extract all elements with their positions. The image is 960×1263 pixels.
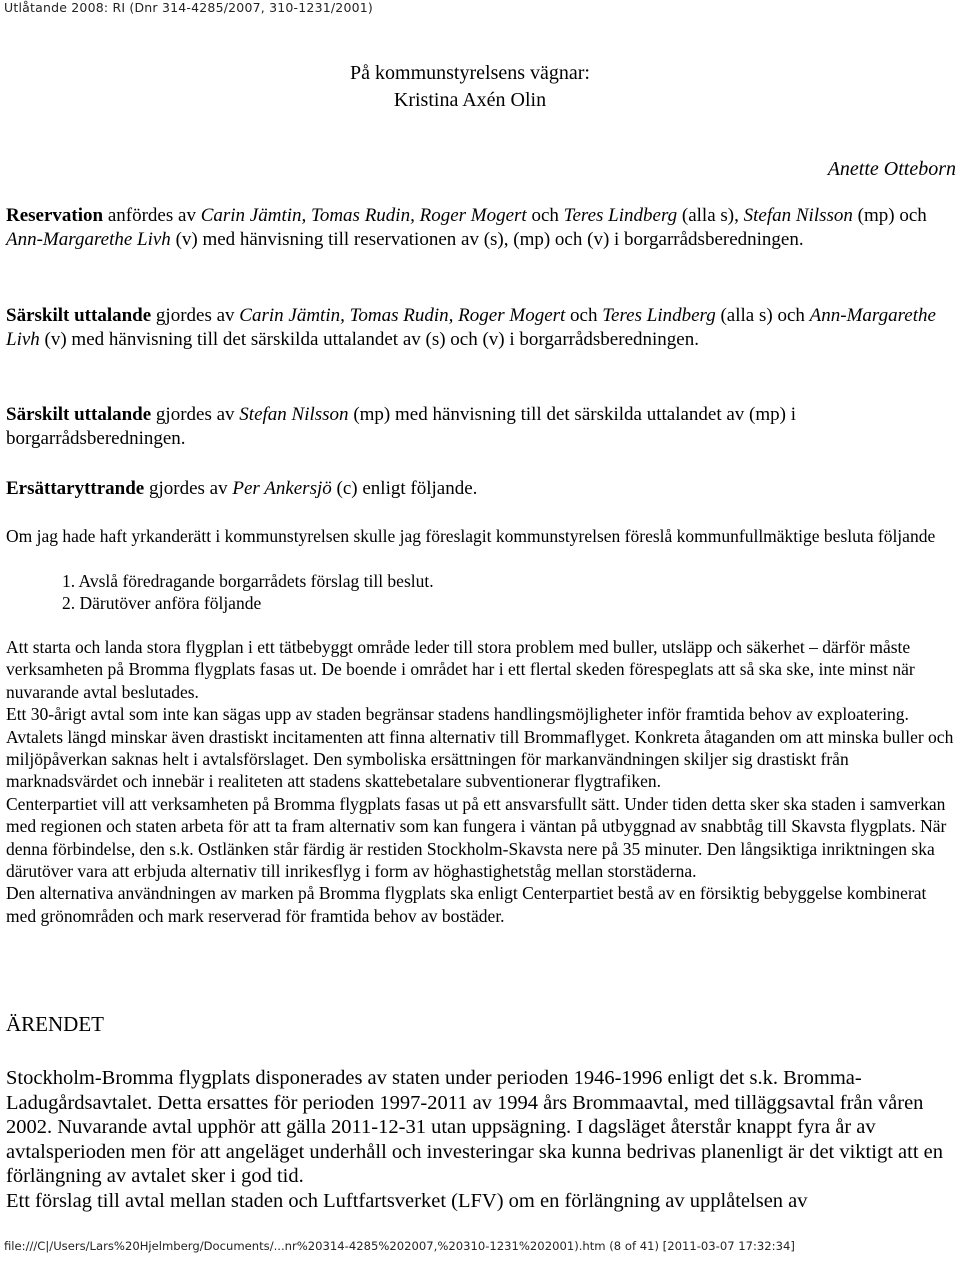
file-path-footer: file:///C|/Users/Lars%20Hjelmberg/Documents/...nr%20314-4285%202007,%20310-1231%202001).htm (8 of 41) [2011-03-07 17:32:34] [4,1239,795,1253]
list-item: 2. Därutöver anföra följande [62,593,262,614]
text: (alla s) och [715,305,810,326]
matter-paragraph: Stockholm-Bromma flygplats disponerades av staten under perioden 1946-1996 enligt det s.k. Bromma-Ladugårdsavtalet. Detta ersattes för perioden 1997-2011 av 1994 års Brommaavtal, med tilläggsavtal från våren 2002. Nuvarande avtal upphör att gälla 2011-12-31 utan uppsägning. I dagsläget återstår knappt fyra år av avtalsperioden men för att angeläget underhåll och investeringar ska kunna bedrivas planenligt är det viktigt att en förlängning av avtalet sker i god tid. [6,1067,943,1188]
text: gjordes av [151,305,240,326]
reservation-paragraph [6,204,954,252]
names: Ann-Margarethe Livh [6,229,171,250]
text: anfördes av [103,205,201,226]
matter-section [6,1066,954,1214]
text: (alla s), [677,205,744,226]
text: gjordes av [151,404,240,425]
signature-block [0,60,940,114]
text: (mp) med hänvisning till det särskilda uttalandet av (mp) i borgarrådsberedningen. [6,404,797,449]
names: Teres Lindberg [563,205,678,226]
chair-name: Kristina Axén Olin [393,89,547,111]
on-behalf-line: På kommunstyrelsens vägnar: [350,62,590,84]
running-header: Utlåtande 2008: RI (Dnr 314-4285/2007, 310-1231/2001) [4,0,373,15]
proposal-intro: Om jag hade haft yrkanderätt i kommunstyrelsen skulle jag föreslagit kommunstyrelsen föreslå kommunfullmäktige besluta följande [6,526,936,546]
text: och [565,305,603,326]
names: Ann-Margarethe Livh [6,305,936,350]
text: (v) med hänvisning till det särskilda uttalandet av (s) och (v) i borgarrådsberedningen. [39,329,699,350]
text: gjordes av [144,478,233,499]
proposal-list [62,570,434,615]
text: (mp) och [852,205,927,226]
argument-paragraph: Att starta och landa stora flygplan i ett tätbebyggt område leder till stora problem med buller, utsläpp och säkerhet – därför måste verksamheten på Bromma flygplats fasas ut. De boende i området har i ett flertal skeden förespeglats att så ska ske, inte minst när nuvarande avtal beslutades. [6,637,915,702]
section-heading: ÄRENDET [6,1012,104,1036]
argument-paragraph: Den alternativa användningen av marken på Bromma flygplats ska enligt Centerpartiet bestå av en försiktig bebyggelse kombinerat med grönområden och mark reserverad för framtida behov av bostäder. [6,883,927,926]
statement-paragraph-2 [6,403,954,451]
matter-paragraph: Ett förslag till avtal mellan staden och Luftfartsverket (LFV) om en förlängning av upplåtelsen av [6,1189,808,1212]
names: Carin Jämtin, Tomas Rudin, Roger Mogert [200,205,527,226]
names: Stefan Nilsson [239,404,349,425]
argument-paragraph: Centerpartiet vill att verksamheten på Bromma flygplats fasas ut på ett ansvarsfullt sätt. Under tiden detta sker ska staden i samverkan med regionen och staten arbeta för att ta fram alternativ som kan fungera i väntan på utbyggnad av snabbtåg till Skavsta flygplats. När denna förbindelse, den s.k. Ostlänken står färdig är restiden Stockholm-Skavsta nere på 35 minuter. Den långsiktiga inriktningen ska därutöver vara att erbjuda alternativ till inrikesflyg i form av höghastighetståg mellan storstäderna. [6,793,947,882]
text: och [526,205,564,226]
statement-label: Särskilt uttalande [6,305,152,326]
names: Stefan Nilsson [743,205,853,226]
text: (c) enligt följande. [331,478,478,499]
statement-label: Särskilt uttalande [6,404,152,425]
secretary-name: Anette Otteborn [827,158,956,180]
reservation-label: Reservation [6,205,104,226]
names: Carin Jämtin, Tomas Rudin, Roger Mogert [239,305,566,326]
argument-paragraph: Ett 30-årigt avtal som inte kan sägas upp av staden begränsar stadens handlingsmöjligheter inför framtida behov av exploatering. Avtalets längd minskar även drastiskt incitamenten att finna alternativ till Brommaflyget. Konkreta åtaganden om att minska buller och miljöpåverkan saknas helt i avtalsförslaget. Den symboliska ersättningen för markanvändningen skiljer sig drastiskt från marknadsvärdet och innebär i realiteten att stadens skattebetalare subventionerar flygtrafiken. [6,704,954,792]
substitute-label: Ersättaryttrande [6,478,145,499]
list-item: 1. Avslå föredragande borgarrådets förslag till beslut. [62,571,434,591]
argument-section [6,636,954,927]
substitute-paragraph [6,477,954,501]
names: Teres Lindberg [602,305,716,326]
text: (v) med hänvisning till reservationen av (s), (mp) och (v) i borgarrådsberedningen. [170,229,804,250]
statement-paragraph-1 [6,304,954,352]
names: Per Ankersjö [232,478,332,499]
